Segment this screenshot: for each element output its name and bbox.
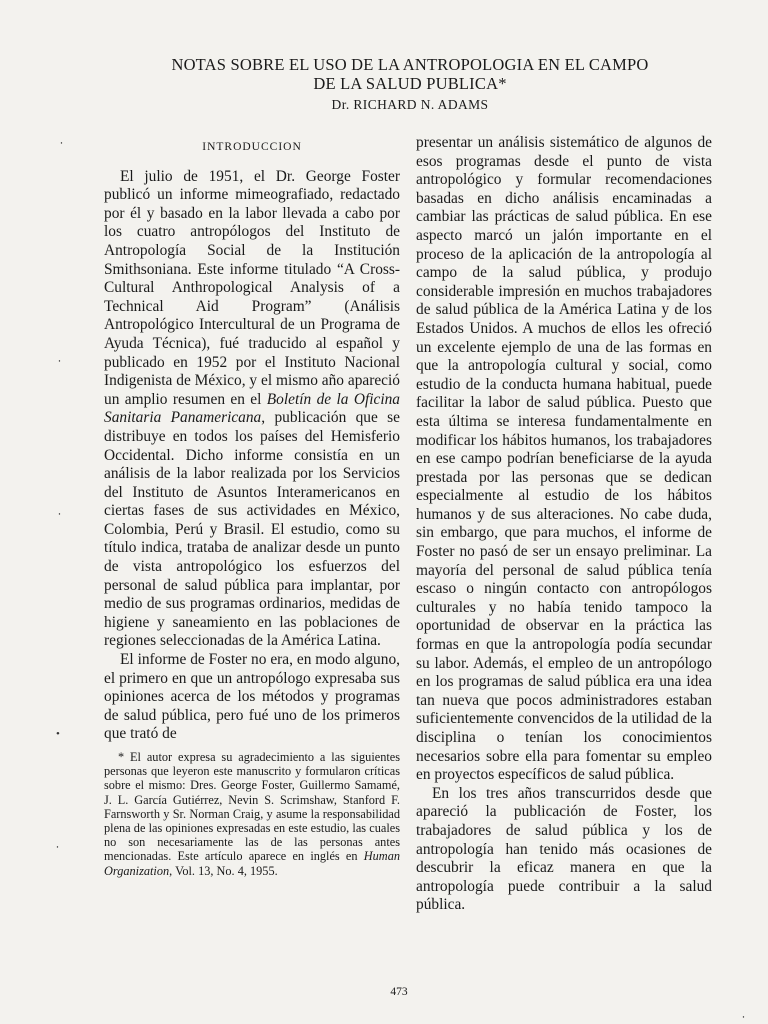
title-line-1: NOTAS SOBRE EL USO DE LA ANTROPOLOGIA EN EL CAMPO — [171, 55, 649, 74]
author-byline: Dr. RICHARD N. ADAMS — [331, 97, 489, 112]
footnote-text-b: , Vol. 13, No. 4, 1955. — [169, 863, 278, 878]
bulletin-title: Boletín de la Oficina Sanitaria Panamericana — [104, 390, 400, 427]
right-paragraph-1: presentar un análisis sistemático de algunos de esos programas desde el punto de vista antropológico y formular recomendaciones basadas en dicho análisis encaminadas a cambiar las prácticas de salud pública. En ese aspecto marcó un jalón importante en el proceso de la aplicación de la antropología al campo de la salud pública, y produjo considerable impresión en muchos trabajadores de salud pública de la América Latina y de los Estados Unidos. A muchos de ellos les ofreció un excelente ejemplo de una de las formas en que la antropología cultural y social, como estudio de la conducta humana habitual, puede facilitar la labor de salud pública. Puesto que esta última se interesa fundamentalmente en modificar los hábitos humanos, los trabajadores en ese campo podrían beneficiarse de la ayuda prestada por las personas que se dedican especialmente al estudio de los hábitos humanos y de sus alteraciones. No cabe duda, sin embargo, que para muchos, el informe de Foster no pasó de ser un ensayo preliminar. La mayoría del personal de salud pública tenía escaso o ningún contacto con antropólogos culturales y no había tenido tampoco la oportunidad de observar en la práctica las formas en que la antropología podía secundar su labor. Además, el empleo de un antropólogo en los programas de salud pública era una idea tan nueva que pocos administradores estaban suficientemente convencidos de la utilidad de la disciplina o tenían los conocimientos necesarios sobre ella para fomentar su empleo en proyectos específicos de salud pública. — [416, 134, 712, 784]
margin-mark: ⸳ — [58, 507, 61, 519]
footnote — [104, 750, 400, 878]
page-number: 473 — [390, 986, 408, 998]
margin-mark: ⸳ — [742, 1010, 745, 1022]
journal-title: Human Organization — [104, 849, 400, 878]
footnote-text-a: * El autor expresa su agradecimiento a las siguientes personas que leyeron este manuscrito y formularon críticas sobre el mismo: Dres. George Foster, Guillermo Samamé, J. L. García Gutiérrez, Nevin S. Scrimshaw, Stanford F. Farnsworth y Sr. Norman Craig, y asume la responsabilidad plena de las opiniones expresadas en este estudio, las cuales no son necesariamente las de las personas antes mencionadas. Este artículo aparece en inglés en — [104, 750, 400, 864]
intro-paragraph-1-text-b: , publicación que se distribuye en todos los países del Hemisferio Occidental. Dicho informe consistía en un análisis de la labor realizada por los Servicios del Instituto de Asuntos Interamericanos en ciertas fases de sus actividades en México, Colombia, Perú y Brasil. El estudio, como su título indica, trataba de analizar desde un punto de vista antropológico los esfuerzos del personal de salud pública para implantar, por medio de sus programas ordinarios, medidas de higiene y saneamiento en las poblaciones de regiones seleccionadas de la América Latina. — [104, 409, 400, 650]
title-line-2: DE LA SALUD PUBLICA* — [313, 74, 507, 93]
right-paragraph-2: En los tres años transcurridos desde que apareció la publicación de Foster, los trabajadores de salud pública y los de antropología han tenido más ocasiones de descubrir la eficaz manera en que la antropología puede contribuir a la salud pública. — [416, 784, 712, 914]
margin-mark: ⸳ — [58, 354, 61, 366]
article-title — [100, 55, 720, 93]
intro-paragraph-2: El informe de Foster no era, en modo alguno, el primero en que un antropólogo expresaba sus opiniones acerca de los métodos y programas de salud pública, pero fué uno de los primeros que trató de — [104, 651, 400, 743]
right-column — [416, 134, 712, 915]
left-column — [104, 134, 400, 878]
intro-paragraph-1-text-a: El julio de 1951, el Dr. George Foster publicó un informe mimeografiado, redactado por él y basado en la labor llevada a cabo por los cuatro antropólogos del Instituto de Antropología Social de la Institución Smithsoniana. Este informe titulado “A Cross-Cultural Anthropological Analysis of a Technical Aid Program” (Análisis Antropológico Intercultural de un Programa de Ayuda Técnica), fué traducido al español y publicado en 1952 por el Instituto Nacional Indigenista de México, y el mismo año apareció un amplio resumen en el — [104, 167, 400, 408]
intro-paragraph-1 — [104, 168, 400, 651]
margin-mark: • — [56, 728, 60, 740]
margin-mark: ⸳ — [56, 840, 59, 852]
margin-mark: ⸳ — [60, 136, 63, 148]
section-heading: INTRODUCCION — [202, 141, 302, 153]
